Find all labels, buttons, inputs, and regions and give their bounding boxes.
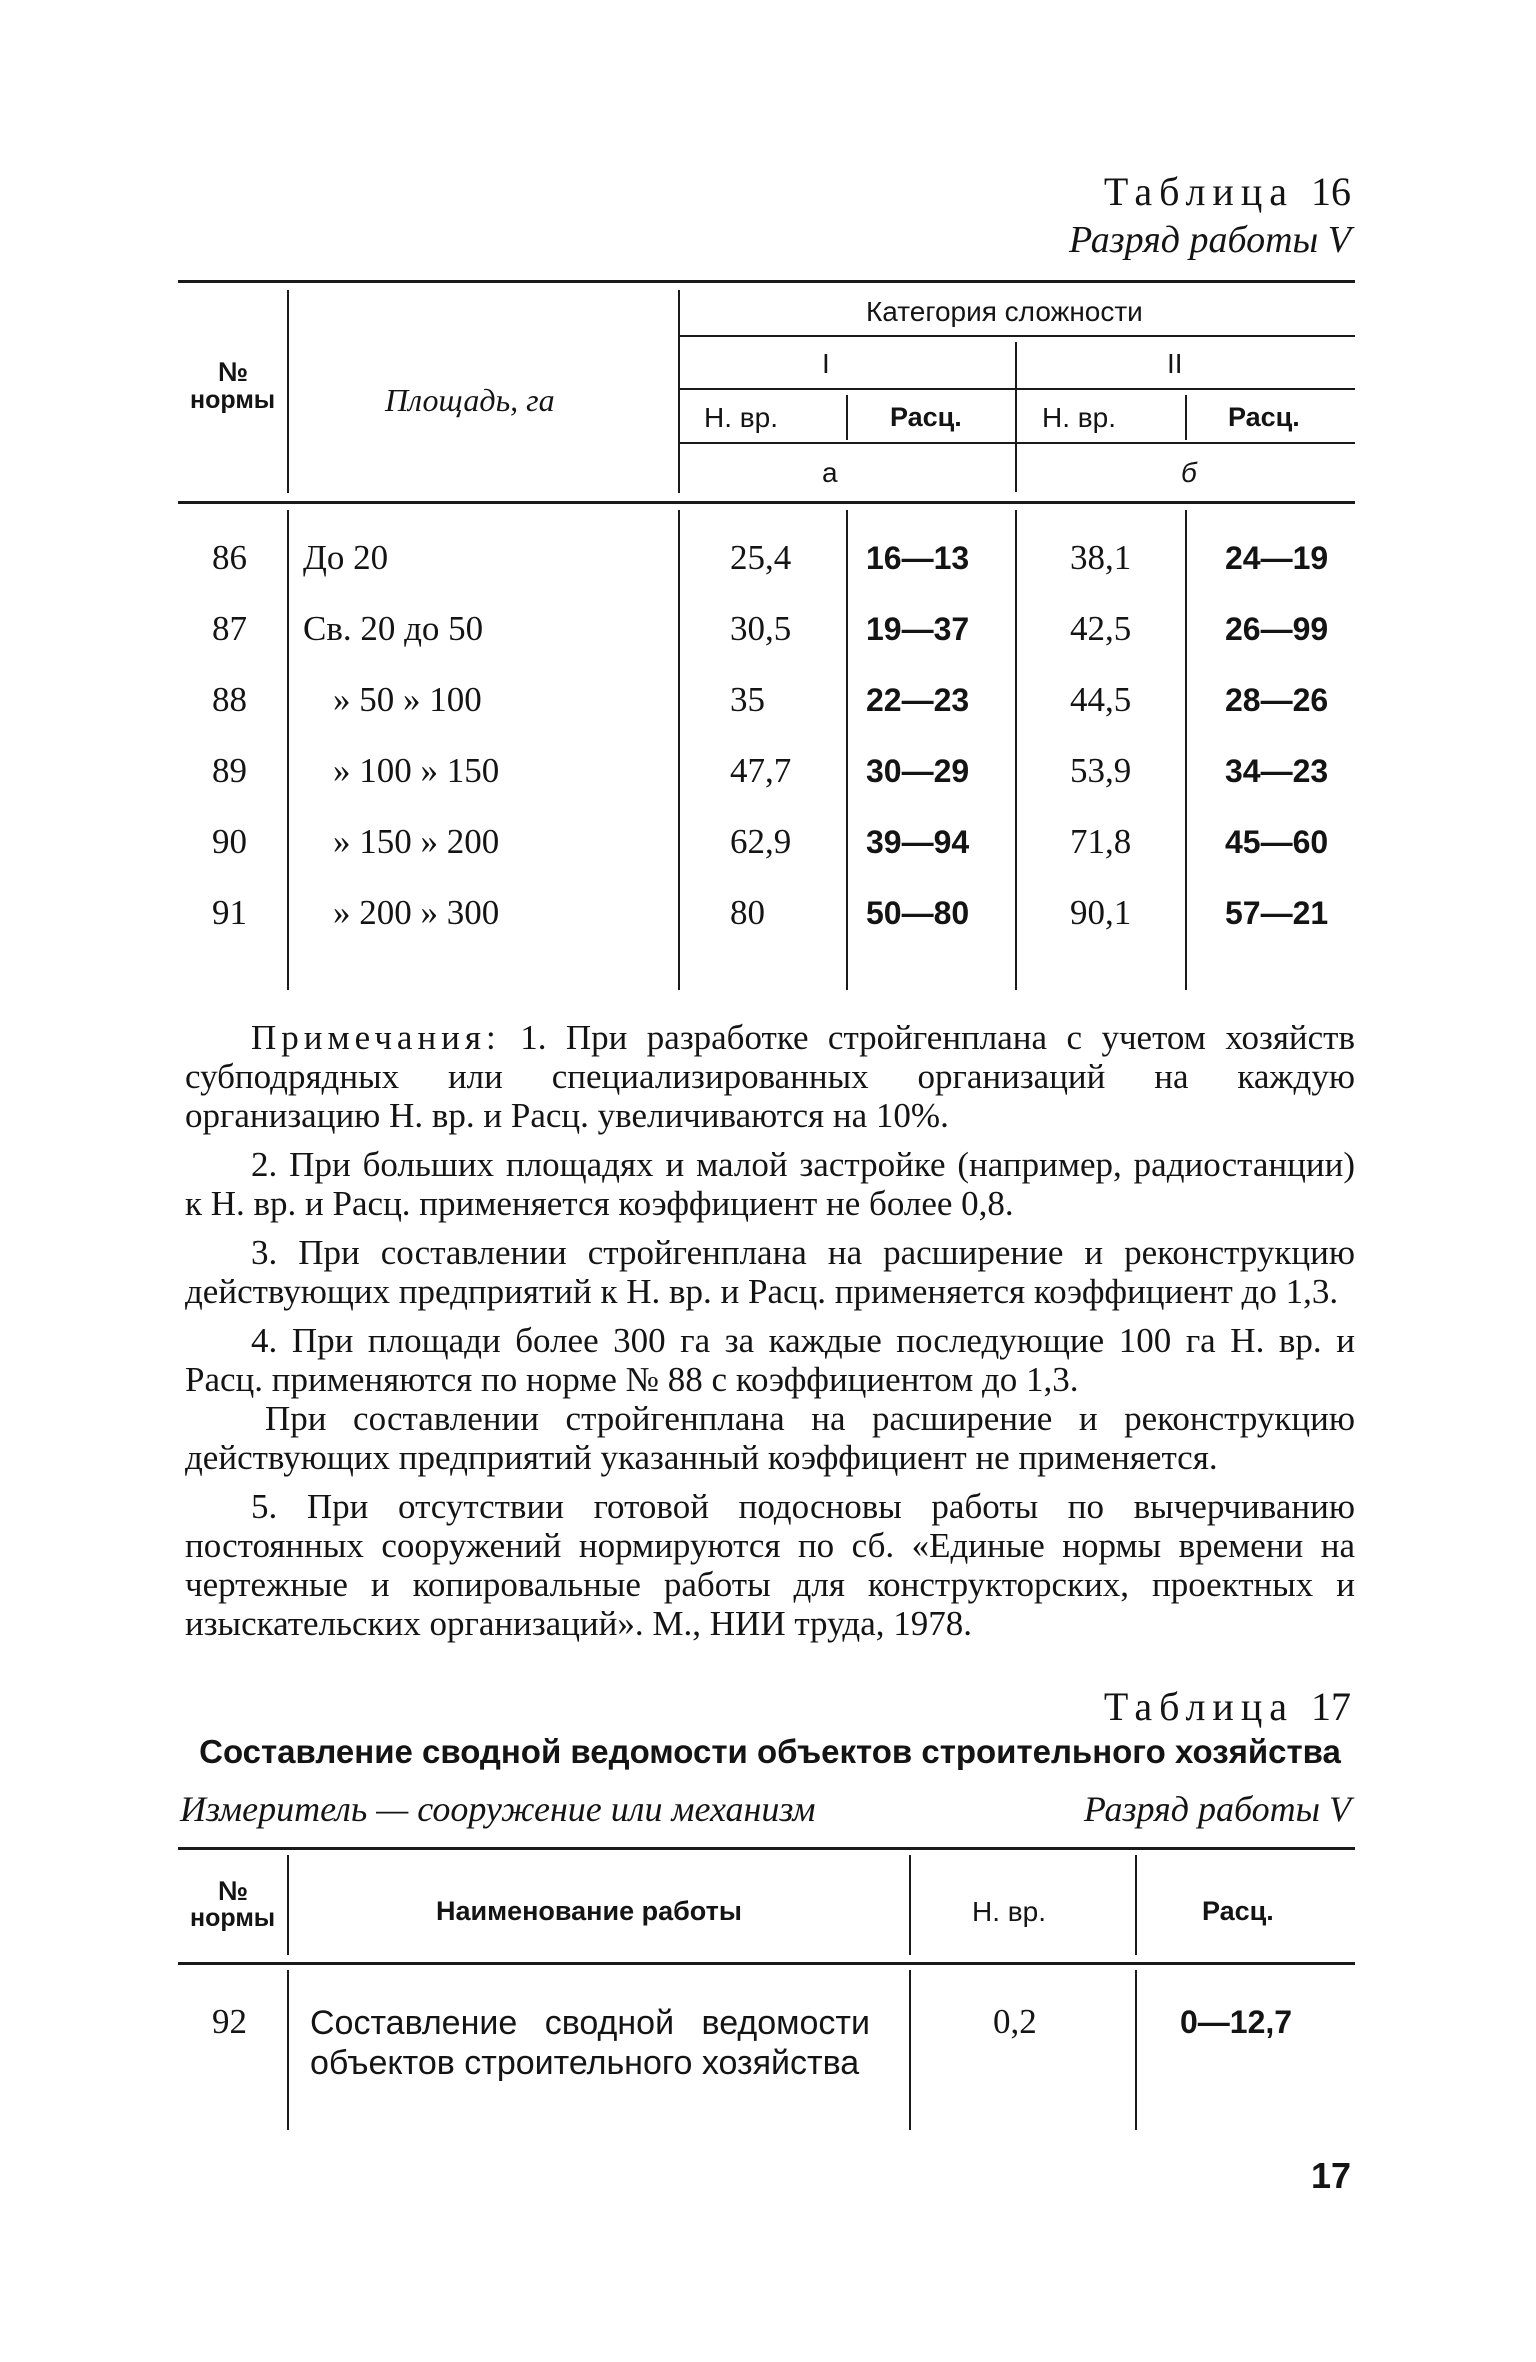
table16-row-c1-time: 25,4: [730, 538, 792, 577]
table16-header-c2-rate: Расц.: [1228, 402, 1300, 432]
table17-body-vline-name: [909, 1970, 911, 2130]
table16-top-rule: [178, 280, 1355, 283]
table16-row-c1-rate: 30—29: [866, 753, 970, 789]
table16-body-vline-cat: [1015, 510, 1017, 990]
page-number: 17: [1310, 2155, 1351, 2196]
table17-caption-word: Таблица: [1103, 1684, 1294, 1729]
table17-meter: Измеритель — сооружение или механизм: [180, 1789, 816, 1829]
table17-rank: Разряд работы V: [1083, 1789, 1351, 1829]
table16-header-cat2: II: [1167, 348, 1183, 379]
table16-row-c2-time: 53,9: [1070, 751, 1132, 790]
table16-row-no: 89: [212, 751, 247, 790]
table16-row-c2-rate: 34—23: [1225, 753, 1329, 789]
note-1: [185, 1018, 1355, 1135]
table16-category-rule: [678, 335, 1355, 337]
table16-header-c1-time: Н. вр.: [704, 402, 779, 433]
table16-rank: Разряд работы V: [1069, 219, 1351, 261]
table16-header-c1-rate: Расц.: [890, 402, 962, 432]
table16-row-area: » 150 » 200: [333, 822, 500, 861]
table17-body-vline-no: [287, 1970, 289, 2130]
table16-header-category: Категория сложности: [866, 296, 1143, 327]
table16-row-c1-rate: 50—80: [866, 895, 970, 931]
table16-vline-c2: [1185, 395, 1187, 440]
note-1-text: 1. При разработке стройгенплана с учетом хозяйств субподрядных или специализированных организаций на каждую организацию Н. вр. и Расц. увеличиваются на 10%.: [185, 1018, 1356, 1135]
table16-body-vline-c1: [846, 510, 848, 990]
table16-row-c1-time: 47,7: [730, 751, 792, 790]
table16-row-no: 86: [212, 538, 247, 577]
table16-row-c1-rate: 19—37: [866, 611, 970, 647]
table16-body-vline-c2: [1185, 510, 1187, 990]
table16-row-c2-rate: 57—21: [1225, 895, 1329, 931]
table16-row-c1-rate: 39—94: [866, 824, 970, 860]
table16-vline-no: [287, 290, 289, 493]
table17-vline-time: [1135, 1855, 1137, 1955]
table16-caption: [1104, 168, 1351, 215]
table16-row-c2-time: 42,5: [1070, 609, 1132, 648]
table16-row-no: 90: [212, 822, 247, 861]
table16-body-vline-area: [678, 510, 680, 990]
table16-caption-number: 16: [1311, 169, 1351, 214]
table16-row-c1-rate: 16—13: [866, 540, 970, 576]
table16-header-no-label: нормы: [190, 386, 276, 414]
table16-row-c1-time: 35: [730, 680, 765, 719]
notes: [185, 1018, 1355, 1653]
table16-row-area: » 200 » 300: [333, 893, 500, 932]
note-3: 3. При составлении стройгенплана на расширение и реконструкцию действующих предприятий к Н. вр. и Расц. применяется коэффициент до 1,3.: [185, 1233, 1355, 1311]
table17-vline-no: [287, 1855, 289, 1955]
table17-header-no-symbol: №: [218, 1876, 249, 1906]
table16-row-no: 88: [212, 680, 247, 719]
table16-header-c2-time: Н. вр.: [1042, 402, 1117, 433]
table16-row-c2-rate: 26—99: [1225, 611, 1329, 647]
table16-row-c1-time: 62,9: [730, 822, 792, 861]
note-4: 4. При площади более 300 га за каждые последующие 100 га Н. вр. и Расц. применяются по норме № 88 с коэффициентом до 1,3.: [185, 1321, 1355, 1399]
table17-top-rule: [178, 1847, 1355, 1850]
table17-header-name: Наименование работы: [436, 1896, 742, 1926]
table16-row-area: До 20: [303, 538, 389, 577]
table17-header-rule: [178, 1962, 1355, 1965]
table17-title: Составление сводной ведомости объектов строительного хозяйства: [199, 1733, 1341, 1770]
note-2: 2. При больших площадях и малой застройке (например, радиостанции) к Н. вр. и Расц. применяется коэффициент не более 0,8.: [185, 1145, 1355, 1223]
table16-row-area: Св. 20 до 50: [303, 609, 484, 648]
table16-row-c1-time: 80: [730, 893, 765, 932]
table16-row-c1-time: 30,5: [730, 609, 792, 648]
table16-row-c1-rate: 22—23: [866, 682, 970, 718]
table16-header-sub-b: б: [1181, 457, 1197, 488]
table16-row-area: » 50 » 100: [333, 680, 482, 719]
table16-row-area: » 100 » 150: [333, 751, 500, 790]
table16-row-c2-time: 90,1: [1070, 893, 1132, 932]
table16-row-c2-rate: 24—19: [1225, 540, 1329, 576]
table16-body-vline-no: [287, 510, 289, 990]
table16-vline-c1: [846, 395, 848, 440]
table17-caption-number: 17: [1311, 1684, 1351, 1729]
table16-row-c2-time: 44,5: [1070, 680, 1132, 719]
table16-row-c2-rate: 28—26: [1225, 682, 1329, 718]
notes-label: Примечания:: [251, 1018, 501, 1057]
table16-vline-cat: [1015, 342, 1017, 492]
table16-header-area: Площадь, га: [385, 382, 555, 418]
note-5: 5. При отсутствии готовой подосновы работы по вычерчиванию постоянных сооружений нормируются по сб. «Единые нормы времени на чертежные и копировальные работы для конструкторских, проектных и изыскательских организаций». М., НИИ труда, 1978.: [185, 1487, 1355, 1643]
table16-vline-area: [678, 290, 680, 493]
table16-header-cat1: I: [822, 348, 830, 379]
table17-header-time: Н. вр.: [972, 1896, 1047, 1927]
table16-row-c2-rate: 45—60: [1225, 824, 1329, 860]
table17-row-rate: 0—12,7: [1180, 2004, 1293, 2040]
table17-body-vline-time: [1135, 1970, 1137, 2130]
table17-row-no: 92: [212, 2002, 247, 2041]
table16-row-c2-time: 38,1: [1070, 538, 1132, 577]
table16-row-no: 87: [212, 609, 247, 648]
table17-header-no-label: нормы: [190, 1904, 276, 1932]
table16-header-sub-a: а: [822, 457, 838, 488]
table16-row-c2-time: 71,8: [1070, 822, 1132, 861]
table16-row-no: 91: [212, 893, 247, 932]
table16-caption-word: Таблица: [1103, 169, 1294, 214]
table16-header-no-symbol: №: [218, 357, 249, 387]
table17-header-rate: Расц.: [1202, 1896, 1274, 1926]
table17-row-name-line1: Составление сводной ведомости: [310, 2004, 870, 2042]
table17-row-name-line2: объектов строительного хозяйства: [310, 2044, 860, 2082]
table16-header-rule: [178, 501, 1355, 504]
table17-vline-name: [909, 1855, 911, 1955]
table17-row-time: 0,2: [993, 2002, 1037, 2041]
table17-caption: [1104, 1683, 1351, 1730]
note-4-continuation: При составлении стройгенплана на расширение и реконструкцию действующих предприятий указанный коэффициент не применяется.: [185, 1399, 1355, 1477]
